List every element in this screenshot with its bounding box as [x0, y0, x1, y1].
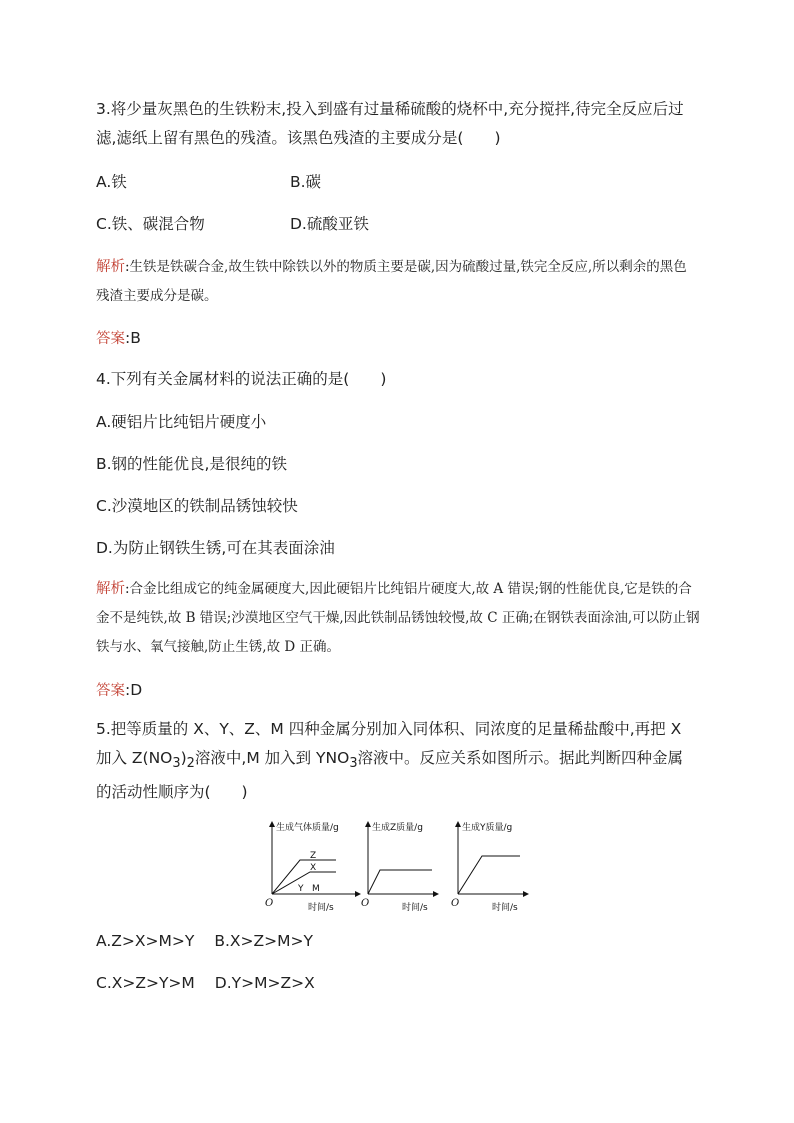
q3-explanation	[96, 253, 700, 311]
q5-option-b: B.X>Z>M>Y	[214, 932, 313, 950]
graph-z-mass	[361, 821, 438, 913]
graph1-xlabel: 时间/s	[308, 903, 334, 913]
q5-option-d: D.Y>M>Z>X	[214, 974, 315, 992]
q4-explanation-text: :合金比组成它的纯金属硬度大,因此硬铝片比纯铝片硬度大,故 A 错误;钢的性能优良,它是铁的合金不是纯铁,故 B 错误;沙漠地区空气干燥,因此铁制品锈蚀较慢,故 C 正确;在钢铁表面涂油,可以防止钢铁与水、氧气接触,防止生锈,故 D 正确。	[96, 581, 700, 655]
q5-graphs-svg	[262, 818, 532, 914]
q3-option-a: A.铁	[96, 173, 127, 191]
graph1-label-y: Y	[298, 884, 304, 894]
graph3-xlabel: 时间/s	[492, 903, 518, 913]
q3-stem: 3.将少量灰黑色的生铁粉末,投入到盛有过量稀硫酸的烧杯中,充分搅拌,待完全反应后过滤,滤纸上留有黑色的残渣。该黑色残渣的主要成分是( )	[96, 100, 684, 147]
graph-gas-mass	[265, 821, 360, 913]
graph3-ylabel: 生成Y质量/g	[462, 823, 513, 833]
q5-stem-line-2: 加入 $Z(NO_3)_2$溶液中,M 加入到 $YNO_3$溶液中。反应关系如图所示。据此判断四种金属	[96, 749, 684, 772]
q5-stem-line-1: 5.把等质量的 X、Y、Z、M 四种金属分别加入同体积、同浓度的足量稀盐酸中,再把 X	[96, 720, 682, 738]
q4-answer-value: :D	[125, 681, 143, 699]
q5-option-a: A.Z>X>M>Y	[96, 932, 195, 950]
q4-explanation	[96, 575, 700, 662]
q3-answer	[96, 328, 141, 349]
graph2-origin: O	[361, 898, 370, 909]
q4-option-b: B.钢的性能优良,是很纯的铁	[96, 455, 287, 473]
q3-answer-label: 答案	[96, 331, 125, 347]
q3-option-b: B.碳	[290, 173, 322, 191]
graph-y-mass	[451, 821, 528, 913]
q4-option-d: D.为防止钢铁生锈,可在其表面涂油	[96, 539, 335, 557]
graph1-label-x: X	[310, 863, 317, 873]
q5-options-row-2	[96, 973, 315, 993]
graph1-label-m: M	[312, 884, 320, 894]
q3-explanation-text: :生铁是铁碳合金,故生铁中除铁以外的物质主要是碳,因为硫酸过量,铁完全反应,所以剩余的黑色残渣主要成分是碳。	[96, 259, 687, 304]
q5-options-row-1	[96, 931, 313, 951]
q4-answer-label: 答案	[96, 683, 125, 699]
q4-answer	[96, 680, 142, 701]
q3-option-c: C.铁、碳混合物	[96, 215, 205, 233]
q3-option-d: D.硫酸亚铁	[290, 215, 369, 233]
q3-answer-value: :B	[125, 329, 141, 347]
graph2-ylabel: 生成Z质量/g	[372, 823, 423, 833]
q4-option-c: C.沙漠地区的铁制品锈蚀较快	[96, 497, 298, 515]
q5-reaction-graphs	[262, 818, 532, 914]
graph3-line	[458, 856, 520, 894]
q4-explanation-label: 解析	[96, 581, 125, 597]
graph2-line	[368, 870, 432, 894]
graph1-label-z: Z	[310, 851, 317, 861]
graph2-xlabel: 时间/s	[402, 903, 428, 913]
q3-explanation-label: 解析	[96, 259, 125, 275]
q4-stem: 4.下列有关金属材料的说法正确的是( )	[96, 370, 387, 388]
q5-stem	[96, 715, 700, 807]
graph1-ylabel: 生成气体质量/g	[276, 823, 339, 833]
q4-option-a: A.硬铝片比纯铝片硬度小	[96, 413, 267, 431]
q5-stem-line-3: 的活动性顺序为( )	[96, 783, 248, 802]
q5-option-c: C.X>Z>Y>M	[96, 974, 195, 992]
graph3-origin: O	[451, 898, 460, 909]
graph1-origin: O	[265, 898, 274, 909]
